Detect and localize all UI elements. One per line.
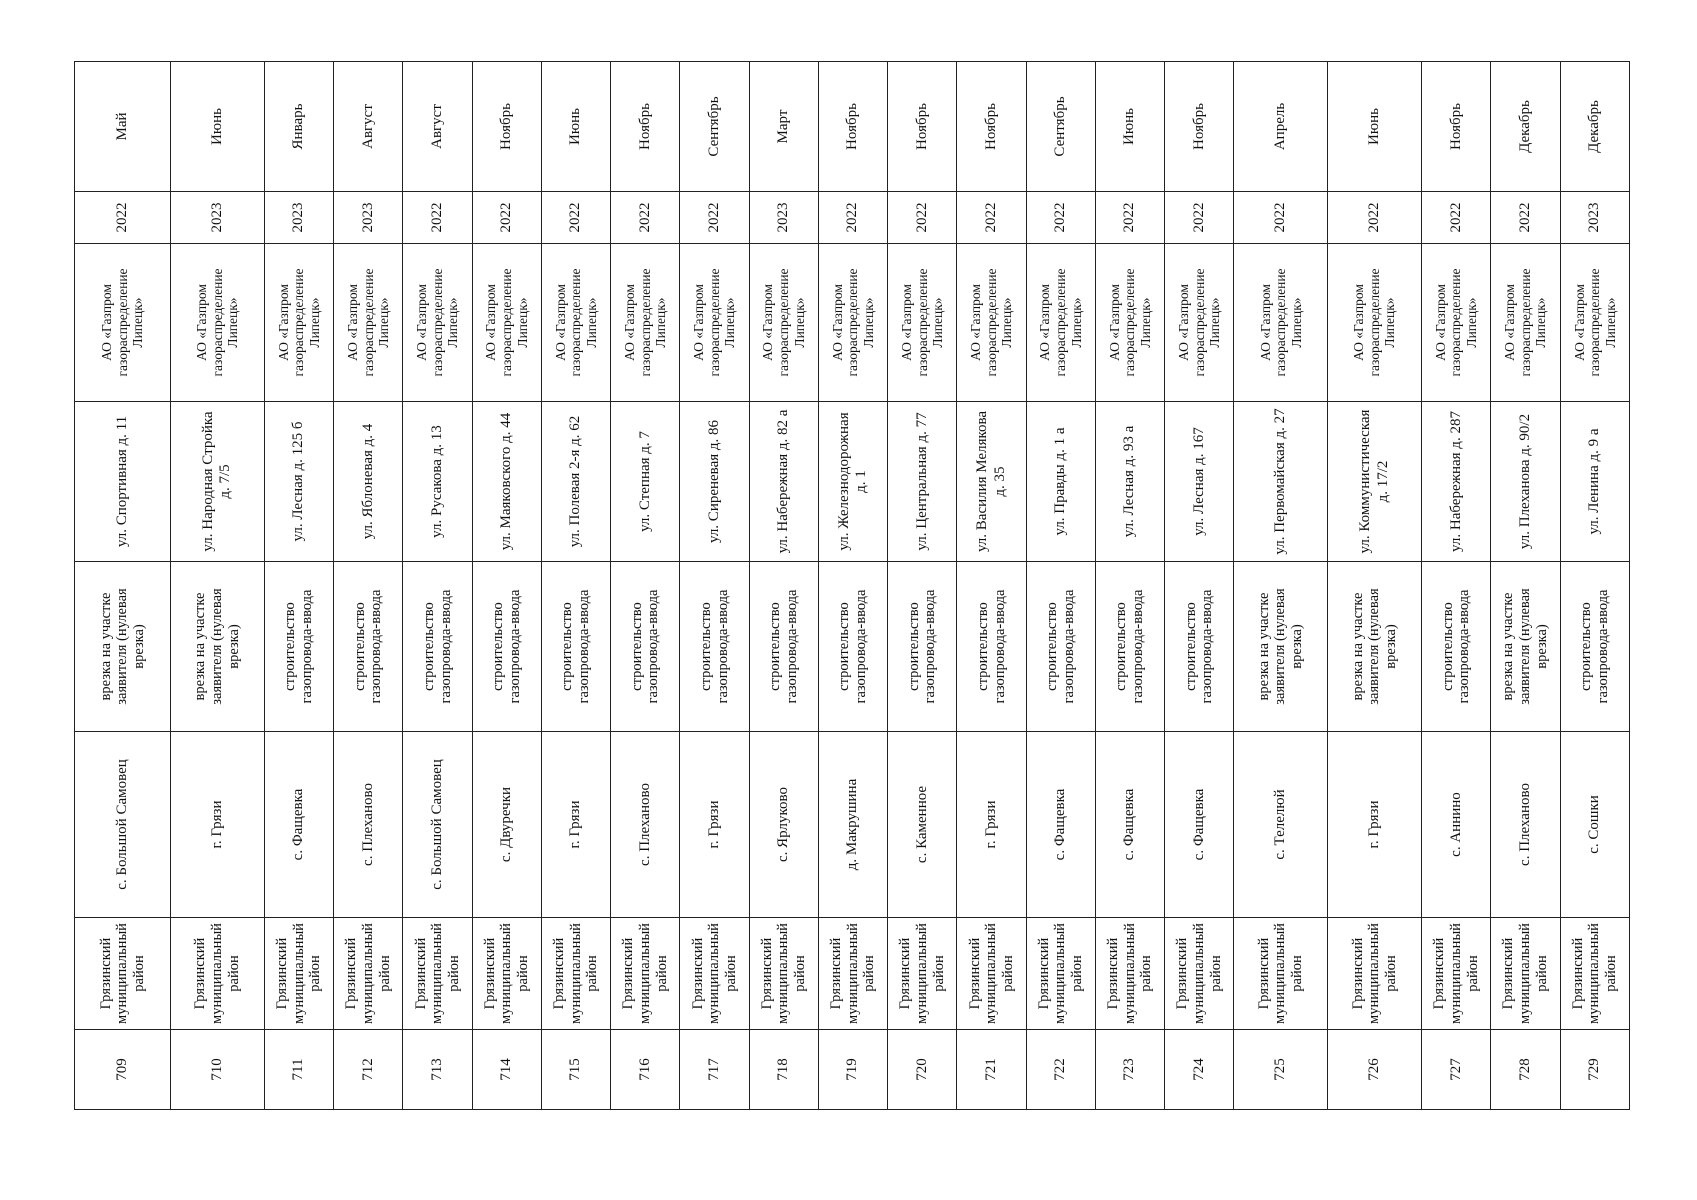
table-row <box>957 62 1026 1110</box>
district-cell: Грязинский муниципальный район <box>472 918 541 1030</box>
address-cell: ул. Лесная д. 125 б <box>264 402 333 562</box>
district-cell: Грязинский муниципальный район <box>749 918 818 1030</box>
address-cell: ул. Маяковского д. 44 <box>472 402 541 562</box>
table-row <box>1026 62 1095 1110</box>
table-row <box>680 62 749 1110</box>
row-number: 713 <box>403 1030 472 1110</box>
row-number: 724 <box>1165 1030 1234 1110</box>
organization-cell: АО «Газпром газораспределение Липецк» <box>957 244 1026 402</box>
address-cell: ул. Железнодорожная д. 1 <box>818 402 887 562</box>
year-cell: 2023 <box>171 192 265 244</box>
district-cell: Грязинский муниципальный район <box>611 918 680 1030</box>
settlement-cell: г. Грязи <box>1328 732 1422 918</box>
address-cell: ул. Коммунистическая д. 17/2 <box>1328 402 1422 562</box>
district-cell: Грязинский муниципальный район <box>1026 918 1095 1030</box>
settlement-cell: г. Грязи <box>957 732 1026 918</box>
month-cell: Ноябрь <box>472 62 541 192</box>
address-cell: ул. Лесная д. 93 а <box>1095 402 1164 562</box>
address-cell: ул. Правды д. 1 а <box>1026 402 1095 562</box>
month-cell: Ноябрь <box>888 62 957 192</box>
work-type-cell: врезка на участке заявителя (нулевая врезка) <box>75 562 171 732</box>
address-cell: ул. Народная Стройка д. 7/5 <box>171 402 265 562</box>
organization-cell: АО «Газпром газораспределение Липецк» <box>1095 244 1164 402</box>
row-number: 717 <box>680 1030 749 1110</box>
month-cell: Январь <box>264 62 333 192</box>
address-cell: ул. Набережная д. 82 а <box>749 402 818 562</box>
month-cell: Ноябрь <box>818 62 887 192</box>
address-cell: ул. Центральная д. 77 <box>888 402 957 562</box>
work-type-cell: врезка на участке заявителя (нулевая врезка) <box>1328 562 1422 732</box>
month-cell: Декабрь <box>1491 62 1560 192</box>
address-cell: ул. Русакова д. 13 <box>403 402 472 562</box>
organization-cell: АО «Газпром газораспределение Липецк» <box>818 244 887 402</box>
row-number: 720 <box>888 1030 957 1110</box>
address-cell: ул. Полевая 2-я д. 62 <box>541 402 610 562</box>
table-row <box>611 62 680 1110</box>
row-number: 718 <box>749 1030 818 1110</box>
month-cell: Июнь <box>1328 62 1422 192</box>
organization-cell: АО «Газпром газораспределение Липецк» <box>749 244 818 402</box>
organization-cell: АО «Газпром газораспределение Липецк» <box>403 244 472 402</box>
table-row <box>1560 62 1629 1110</box>
district-cell: Грязинский муниципальный район <box>264 918 333 1030</box>
month-cell: Ноябрь <box>611 62 680 192</box>
table-row <box>541 62 610 1110</box>
address-cell: ул. Плеханова д. 90/2 <box>1491 402 1560 562</box>
district-cell: Грязинский муниципальный район <box>818 918 887 1030</box>
month-cell: Июнь <box>1095 62 1164 192</box>
work-type-cell: строительство газопровода-ввода <box>611 562 680 732</box>
district-cell: Грязинский муниципальный район <box>1234 918 1328 1030</box>
settlement-cell: г. Грязи <box>171 732 265 918</box>
settlement-cell: с. Фащевка <box>1026 732 1095 918</box>
row-number: 723 <box>1095 1030 1164 1110</box>
table-row <box>888 62 957 1110</box>
row-number: 728 <box>1491 1030 1560 1110</box>
table-row <box>1328 62 1422 1110</box>
table-row <box>1491 62 1560 1110</box>
row-number: 729 <box>1560 1030 1629 1110</box>
work-type-cell: строительство газопровода-ввода <box>264 562 333 732</box>
year-cell: 2023 <box>334 192 403 244</box>
settlement-cell: с. Большой Самовец <box>403 732 472 918</box>
month-cell: Август <box>403 62 472 192</box>
address-cell: ул. Первомайская д. 27 <box>1234 402 1328 562</box>
address-cell: ул. Яблоневая д. 4 <box>334 402 403 562</box>
work-type-cell: строительство газопровода-ввода <box>334 562 403 732</box>
settlement-cell: с. Фащевка <box>1095 732 1164 918</box>
table-row <box>403 62 472 1110</box>
work-type-cell: строительство газопровода-ввода <box>818 562 887 732</box>
table-row <box>472 62 541 1110</box>
year-cell: 2022 <box>472 192 541 244</box>
table-row <box>749 62 818 1110</box>
month-cell: Март <box>749 62 818 192</box>
month-cell: Сентябрь <box>680 62 749 192</box>
work-type-cell: строительство газопровода-ввода <box>541 562 610 732</box>
settlement-cell: с. Каменное <box>888 732 957 918</box>
row-number: 722 <box>1026 1030 1095 1110</box>
month-cell: Апрель <box>1234 62 1328 192</box>
address-cell: ул. Василия Мелякова д. 35 <box>957 402 1026 562</box>
district-cell: Грязинский муниципальный район <box>171 918 265 1030</box>
settlement-cell: с. Сошки <box>1560 732 1629 918</box>
district-cell: Грязинский муниципальный район <box>1165 918 1234 1030</box>
year-cell: 2023 <box>264 192 333 244</box>
work-type-cell: строительство газопровода-ввода <box>1165 562 1234 732</box>
organization-cell: АО «Газпром газораспределение Липецк» <box>1560 244 1629 402</box>
organization-cell: АО «Газпром газораспределение Липецк» <box>1026 244 1095 402</box>
table-body <box>75 62 1630 1110</box>
district-cell: Грязинский муниципальный район <box>888 918 957 1030</box>
district-cell: Грязинский муниципальный район <box>1422 918 1491 1030</box>
settlement-cell: г. Грязи <box>680 732 749 918</box>
table-row <box>75 62 171 1110</box>
settlement-cell: д. Макрушина <box>818 732 887 918</box>
work-type-cell: строительство газопровода-ввода <box>472 562 541 732</box>
year-cell: 2022 <box>1328 192 1422 244</box>
district-cell: Грязинский муниципальный район <box>1328 918 1422 1030</box>
table-row <box>818 62 887 1110</box>
year-cell: 2022 <box>680 192 749 244</box>
work-type-cell: врезка на участке заявителя (нулевая врезка) <box>1491 562 1560 732</box>
year-cell: 2022 <box>1165 192 1234 244</box>
row-number: 714 <box>472 1030 541 1110</box>
district-cell: Грязинский муниципальный район <box>334 918 403 1030</box>
year-cell: 2022 <box>541 192 610 244</box>
work-type-cell: строительство газопровода-ввода <box>1560 562 1629 732</box>
table-row <box>1095 62 1164 1110</box>
month-cell: Декабрь <box>1560 62 1629 192</box>
month-cell: Ноябрь <box>1165 62 1234 192</box>
work-type-cell: строительство газопровода-ввода <box>888 562 957 732</box>
table-row <box>1422 62 1491 1110</box>
table-row <box>334 62 403 1110</box>
year-cell: 2022 <box>403 192 472 244</box>
month-cell: Июнь <box>541 62 610 192</box>
month-cell: Ноябрь <box>957 62 1026 192</box>
year-cell: 2022 <box>1491 192 1560 244</box>
work-type-cell: строительство газопровода-ввода <box>403 562 472 732</box>
organization-cell: АО «Газпром газораспределение Липецк» <box>611 244 680 402</box>
organization-cell: АО «Газпром газораспределение Липецк» <box>75 244 171 402</box>
year-cell: 2023 <box>749 192 818 244</box>
address-cell: ул. Лесная д. 167 <box>1165 402 1234 562</box>
organization-cell: АО «Газпром газораспределение Липецк» <box>1422 244 1491 402</box>
settlement-cell: с. Плеханово <box>1491 732 1560 918</box>
year-cell: 2022 <box>818 192 887 244</box>
address-cell: ул. Сиреневая д. 86 <box>680 402 749 562</box>
address-cell: ул. Набережная д. 287 <box>1422 402 1491 562</box>
district-cell: Грязинский муниципальный район <box>1095 918 1164 1030</box>
row-number: 709 <box>75 1030 171 1110</box>
address-cell: ул. Степная д. 7 <box>611 402 680 562</box>
organization-cell: АО «Газпром газораспределение Липецк» <box>541 244 610 402</box>
month-cell: Июнь <box>171 62 265 192</box>
row-number: 715 <box>541 1030 610 1110</box>
settlement-cell: с. Телелюй <box>1234 732 1328 918</box>
work-type-cell: строительство газопровода-ввода <box>749 562 818 732</box>
gasification-schedule-table <box>74 61 1630 1110</box>
year-cell: 2022 <box>888 192 957 244</box>
rotated-page <box>74 62 1630 1110</box>
settlement-cell: с. Плеханово <box>611 732 680 918</box>
organization-cell: АО «Газпром газораспределение Липецк» <box>334 244 403 402</box>
year-cell: 2022 <box>1026 192 1095 244</box>
district-cell: Грязинский муниципальный район <box>75 918 171 1030</box>
district-cell: Грязинский муниципальный район <box>1491 918 1560 1030</box>
organization-cell: АО «Газпром газораспределение Липецк» <box>171 244 265 402</box>
month-cell: Май <box>75 62 171 192</box>
settlement-cell: с. Аннино <box>1422 732 1491 918</box>
row-number: 727 <box>1422 1030 1491 1110</box>
settlement-cell: с. Плеханово <box>334 732 403 918</box>
work-type-cell: строительство газопровода-ввода <box>1422 562 1491 732</box>
district-cell: Грязинский муниципальный район <box>541 918 610 1030</box>
address-cell: ул. Спортивная д. 11 <box>75 402 171 562</box>
table-row <box>264 62 333 1110</box>
settlement-cell: с. Двуречки <box>472 732 541 918</box>
organization-cell: АО «Газпром газораспределение Липецк» <box>264 244 333 402</box>
month-cell: Ноябрь <box>1422 62 1491 192</box>
year-cell: 2023 <box>1560 192 1629 244</box>
organization-cell: АО «Газпром газораспределение Липецк» <box>1165 244 1234 402</box>
address-cell: ул. Ленина д. 9 а <box>1560 402 1629 562</box>
year-cell: 2022 <box>1234 192 1328 244</box>
organization-cell: АО «Газпром газораспределение Липецк» <box>1234 244 1328 402</box>
year-cell: 2022 <box>611 192 680 244</box>
district-cell: Грязинский муниципальный район <box>403 918 472 1030</box>
table-row <box>1234 62 1328 1110</box>
year-cell: 2022 <box>957 192 1026 244</box>
row-number: 719 <box>818 1030 887 1110</box>
month-cell: Сентябрь <box>1026 62 1095 192</box>
month-cell: Август <box>334 62 403 192</box>
year-cell: 2022 <box>1422 192 1491 244</box>
table-row <box>171 62 265 1110</box>
organization-cell: АО «Газпром газораспределение Липецк» <box>888 244 957 402</box>
year-cell: 2022 <box>75 192 171 244</box>
year-cell: 2022 <box>1095 192 1164 244</box>
settlement-cell: с. Ярлуково <box>749 732 818 918</box>
row-number: 725 <box>1234 1030 1328 1110</box>
organization-cell: АО «Газпром газораспределение Липецк» <box>1491 244 1560 402</box>
district-cell: Грязинский муниципальный район <box>1560 918 1629 1030</box>
table-row <box>1165 62 1234 1110</box>
district-cell: Грязинский муниципальный район <box>680 918 749 1030</box>
work-type-cell: врезка на участке заявителя (нулевая врезка) <box>171 562 265 732</box>
row-number: 712 <box>334 1030 403 1110</box>
work-type-cell: строительство газопровода-ввода <box>957 562 1026 732</box>
organization-cell: АО «Газпром газораспределение Липецк» <box>1328 244 1422 402</box>
settlement-cell: г. Грязи <box>541 732 610 918</box>
row-number: 721 <box>957 1030 1026 1110</box>
organization-cell: АО «Газпром газораспределение Липецк» <box>472 244 541 402</box>
work-type-cell: строительство газопровода-ввода <box>1095 562 1164 732</box>
row-number: 726 <box>1328 1030 1422 1110</box>
row-number: 710 <box>171 1030 265 1110</box>
work-type-cell: строительство газопровода-ввода <box>1026 562 1095 732</box>
row-number: 711 <box>264 1030 333 1110</box>
district-cell: Грязинский муниципальный район <box>957 918 1026 1030</box>
settlement-cell: с. Фащевка <box>1165 732 1234 918</box>
settlement-cell: с. Фащевка <box>264 732 333 918</box>
organization-cell: АО «Газпром газораспределение Липецк» <box>680 244 749 402</box>
settlement-cell: с. Большой Самовец <box>75 732 171 918</box>
work-type-cell: врезка на участке заявителя (нулевая врезка) <box>1234 562 1328 732</box>
work-type-cell: строительство газопровода-ввода <box>680 562 749 732</box>
row-number: 716 <box>611 1030 680 1110</box>
